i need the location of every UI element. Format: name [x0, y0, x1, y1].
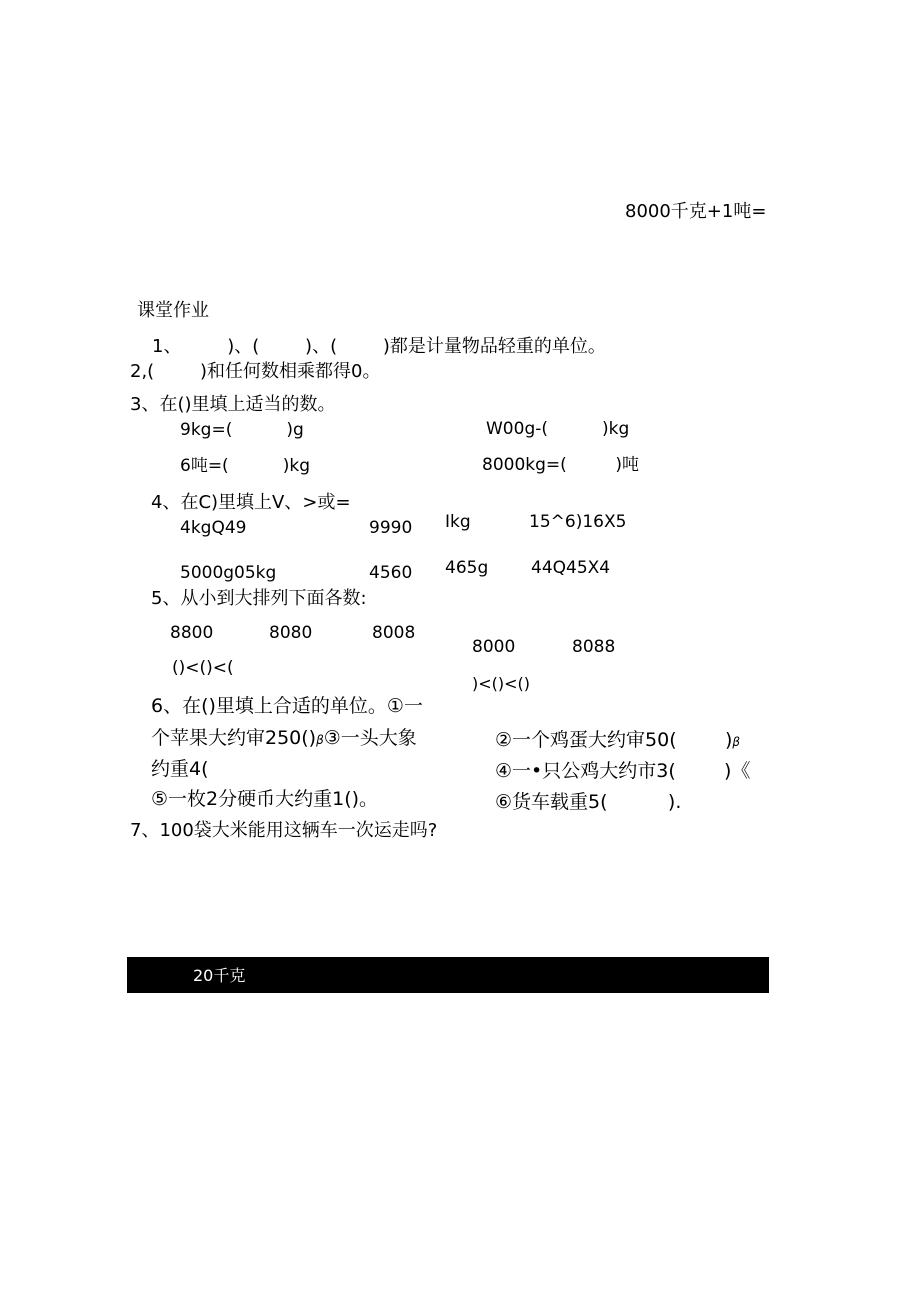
- question-5-order-left: ()<()<(: [172, 658, 234, 678]
- question-5-number-5: 8088: [572, 637, 616, 657]
- question-4-item-b: 9990: [369, 518, 413, 538]
- question-6-apple-text: 个苹果大约审250(): [151, 727, 317, 749]
- question-4-item-f: 4560: [369, 563, 413, 583]
- question-6-apple-mark: β: [316, 733, 324, 747]
- question-4-item-c: Ikg: [445, 512, 471, 532]
- question-5-number-2: 8080: [269, 623, 313, 643]
- header-equation: 8000千克+1吨=: [625, 201, 767, 222]
- question-4-item-h: 44Q45X4: [531, 558, 611, 578]
- question-3-title: 3、在()里填上适当的数。: [130, 394, 336, 415]
- question-5-number-3: 8008: [372, 623, 416, 643]
- question-3-item-c: 6吨=( )kg: [180, 456, 310, 476]
- question-6-line-3-right: ④一•只公鸡大约市3( )《: [495, 760, 751, 782]
- question-6-line-1: 6、在()里填上合适的单位。①一: [151, 695, 423, 717]
- question-6-egg-mark: β: [732, 735, 741, 749]
- question-4-title: 4、在C)里填上V、>或=: [151, 492, 351, 513]
- question-3-item-a: 9kg=( )g: [180, 420, 304, 440]
- question-5-number-4: 8000: [472, 637, 516, 657]
- question-4-item-g: 465g: [445, 558, 489, 578]
- question-6-line-2-right: [495, 731, 740, 750]
- question-5-order-right: )<()<(): [472, 674, 531, 693]
- question-6-line-2-left: [151, 729, 417, 748]
- truck-image-bar: [127, 957, 769, 993]
- question-1: 1、 )、( )、( )都是计量物品轻重的单位。: [152, 336, 606, 357]
- question-3-item-d: 8000kg=( )吨: [482, 455, 640, 475]
- question-6-elephant-text: ③一头大象: [323, 727, 417, 749]
- question-6-egg-text: ②一个鸡蛋大约审50( ): [495, 729, 733, 751]
- question-4-item-e: 5000g05kg: [180, 563, 277, 583]
- section-title: 课堂作业: [137, 300, 209, 321]
- question-6-line-4-left: ⑤一枚2分硬币大约重1()。: [151, 788, 379, 810]
- question-4-item-a: 4kgQ49: [180, 518, 247, 538]
- question-3-item-b: W00g-( )kg: [486, 419, 630, 439]
- question-5-title: 5、从小到大排列下面各数:: [151, 588, 367, 609]
- question-6-line-4-right: ⑥货车载重5( ).: [495, 791, 682, 813]
- question-2: 2,( )和任何数相乘都得0。: [130, 361, 381, 382]
- question-7: 7、100袋大米能用这辆车一次运走吗?: [130, 820, 438, 841]
- question-6-line-3-left: 约重4(: [151, 758, 209, 780]
- question-4-item-d: 15^6)16X5: [529, 512, 627, 532]
- truck-image-label: 20千克: [193, 966, 246, 985]
- question-5-number-1: 8800: [170, 623, 214, 643]
